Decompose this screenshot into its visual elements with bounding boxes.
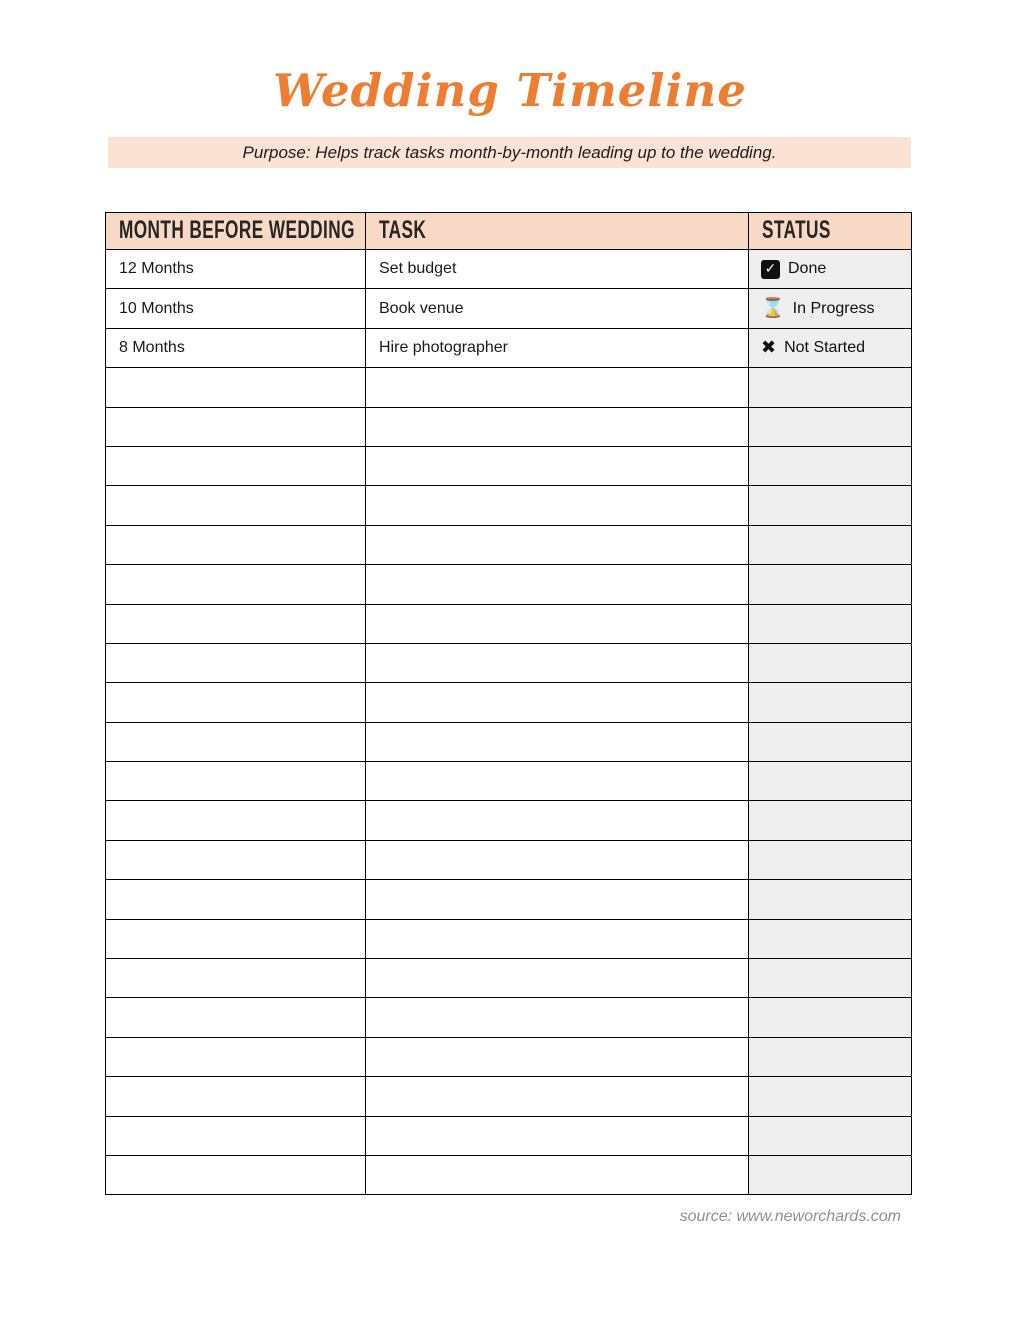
task-cell	[366, 643, 749, 682]
task-cell: Book venue	[366, 289, 749, 328]
status-cell	[749, 525, 912, 564]
table-row-empty	[106, 486, 912, 525]
column-header-status	[749, 213, 912, 250]
task-cell: Set budget	[366, 250, 749, 289]
status-cell	[749, 801, 912, 840]
task-cell	[366, 880, 749, 919]
status-cell	[749, 368, 912, 407]
table-row-empty	[106, 368, 912, 407]
table-body	[106, 250, 912, 1195]
status-badge	[761, 336, 911, 358]
month-cell	[106, 762, 366, 801]
month-cell	[106, 604, 366, 643]
month-cell	[106, 840, 366, 879]
task-cell	[366, 722, 749, 761]
month-cell	[106, 998, 366, 1037]
table-row-empty	[106, 446, 912, 485]
hourglass-icon: ⌛	[761, 297, 785, 320]
status-cell	[749, 683, 912, 722]
month-cell: 8 Months	[106, 328, 366, 367]
task-cell	[366, 1077, 749, 1116]
column-header-month-label: MONTH BEFORE WEDDING	[119, 216, 355, 244]
month-cell	[106, 643, 366, 682]
month-cell: 12 Months	[106, 250, 366, 289]
table-row-empty	[106, 840, 912, 879]
status-cell	[749, 1116, 912, 1155]
task-cell	[366, 840, 749, 879]
month-cell	[106, 722, 366, 761]
month-cell	[106, 1037, 366, 1076]
status-cell	[749, 250, 912, 289]
month-cell	[106, 919, 366, 958]
status-cell	[749, 643, 912, 682]
month-cell	[106, 683, 366, 722]
status-cell	[749, 289, 912, 328]
status-cell	[749, 1037, 912, 1076]
status-cell	[749, 328, 912, 367]
x-mark-icon: ✖	[761, 336, 777, 358]
column-header-task	[366, 213, 749, 250]
table-row	[106, 250, 912, 289]
table-row-empty	[106, 722, 912, 761]
status-cell	[749, 880, 912, 919]
table-row-empty	[106, 880, 912, 919]
table-row-empty	[106, 1037, 912, 1076]
status-cell	[749, 1155, 912, 1194]
table-row	[106, 328, 912, 367]
task-cell	[366, 683, 749, 722]
month-cell	[106, 801, 366, 840]
table-row-empty	[106, 919, 912, 958]
status-cell	[749, 840, 912, 879]
status-cell	[749, 446, 912, 485]
task-cell	[366, 1037, 749, 1076]
status-cell	[749, 565, 912, 604]
task-cell	[366, 486, 749, 525]
month-cell	[106, 565, 366, 604]
table-row-empty	[106, 998, 912, 1037]
task-cell	[366, 1116, 749, 1155]
status-cell	[749, 722, 912, 761]
table-row-empty	[106, 801, 912, 840]
month-cell	[106, 1116, 366, 1155]
task-cell	[366, 565, 749, 604]
task-cell	[366, 801, 749, 840]
month-cell	[106, 1077, 366, 1116]
status-label: In Progress	[792, 299, 875, 317]
header-row	[106, 213, 912, 250]
table-row	[106, 289, 912, 328]
table-row-empty	[106, 762, 912, 801]
month-cell	[106, 1155, 366, 1194]
status-cell	[749, 959, 912, 998]
table-row-empty	[106, 1077, 912, 1116]
month-cell	[106, 880, 366, 919]
table-row-empty	[106, 407, 912, 446]
month-cell	[106, 407, 366, 446]
task-cell	[366, 762, 749, 801]
month-cell	[106, 486, 366, 525]
purpose-text: Purpose: Helps track tasks month-by-month leading up to the wedding.	[242, 142, 777, 162]
task-cell	[366, 407, 749, 446]
status-label: Not Started	[784, 338, 866, 356]
table-row-empty	[106, 525, 912, 564]
month-cell	[106, 446, 366, 485]
month-cell	[106, 368, 366, 407]
purpose-banner	[108, 137, 911, 168]
month-cell	[106, 525, 366, 564]
source-text: source: www.neworchards.com	[679, 1208, 901, 1226]
status-cell	[749, 1077, 912, 1116]
task-cell: Hire photographer	[366, 328, 749, 367]
table-row-empty	[106, 1116, 912, 1155]
status-badge	[761, 260, 911, 279]
table-row-empty	[106, 683, 912, 722]
checkbox-checked-icon: ✓	[761, 260, 780, 279]
status-cell	[749, 919, 912, 958]
page-title: Wedding Timeline	[273, 64, 747, 117]
status-cell	[749, 604, 912, 643]
column-header-status-label: STATUS	[762, 216, 831, 244]
status-cell	[749, 486, 912, 525]
task-cell	[366, 959, 749, 998]
task-cell	[366, 368, 749, 407]
month-cell: 10 Months	[106, 289, 366, 328]
table-row-empty	[106, 643, 912, 682]
table-row-empty	[106, 565, 912, 604]
column-header-month	[106, 213, 366, 250]
table-row-empty	[106, 959, 912, 998]
column-header-task-label: TASK	[379, 216, 427, 244]
table-row-empty	[106, 604, 912, 643]
task-cell	[366, 604, 749, 643]
task-cell	[366, 525, 749, 564]
task-cell	[366, 998, 749, 1037]
task-cell	[366, 446, 749, 485]
status-label: Done	[788, 260, 827, 278]
task-cell	[366, 919, 749, 958]
status-cell	[749, 998, 912, 1037]
status-cell	[749, 407, 912, 446]
status-badge	[761, 299, 911, 318]
month-cell	[106, 959, 366, 998]
status-cell	[749, 762, 912, 801]
task-cell	[366, 1155, 749, 1194]
table-header	[106, 213, 912, 250]
timeline-table	[105, 212, 912, 1195]
table-row-empty	[106, 1155, 912, 1194]
